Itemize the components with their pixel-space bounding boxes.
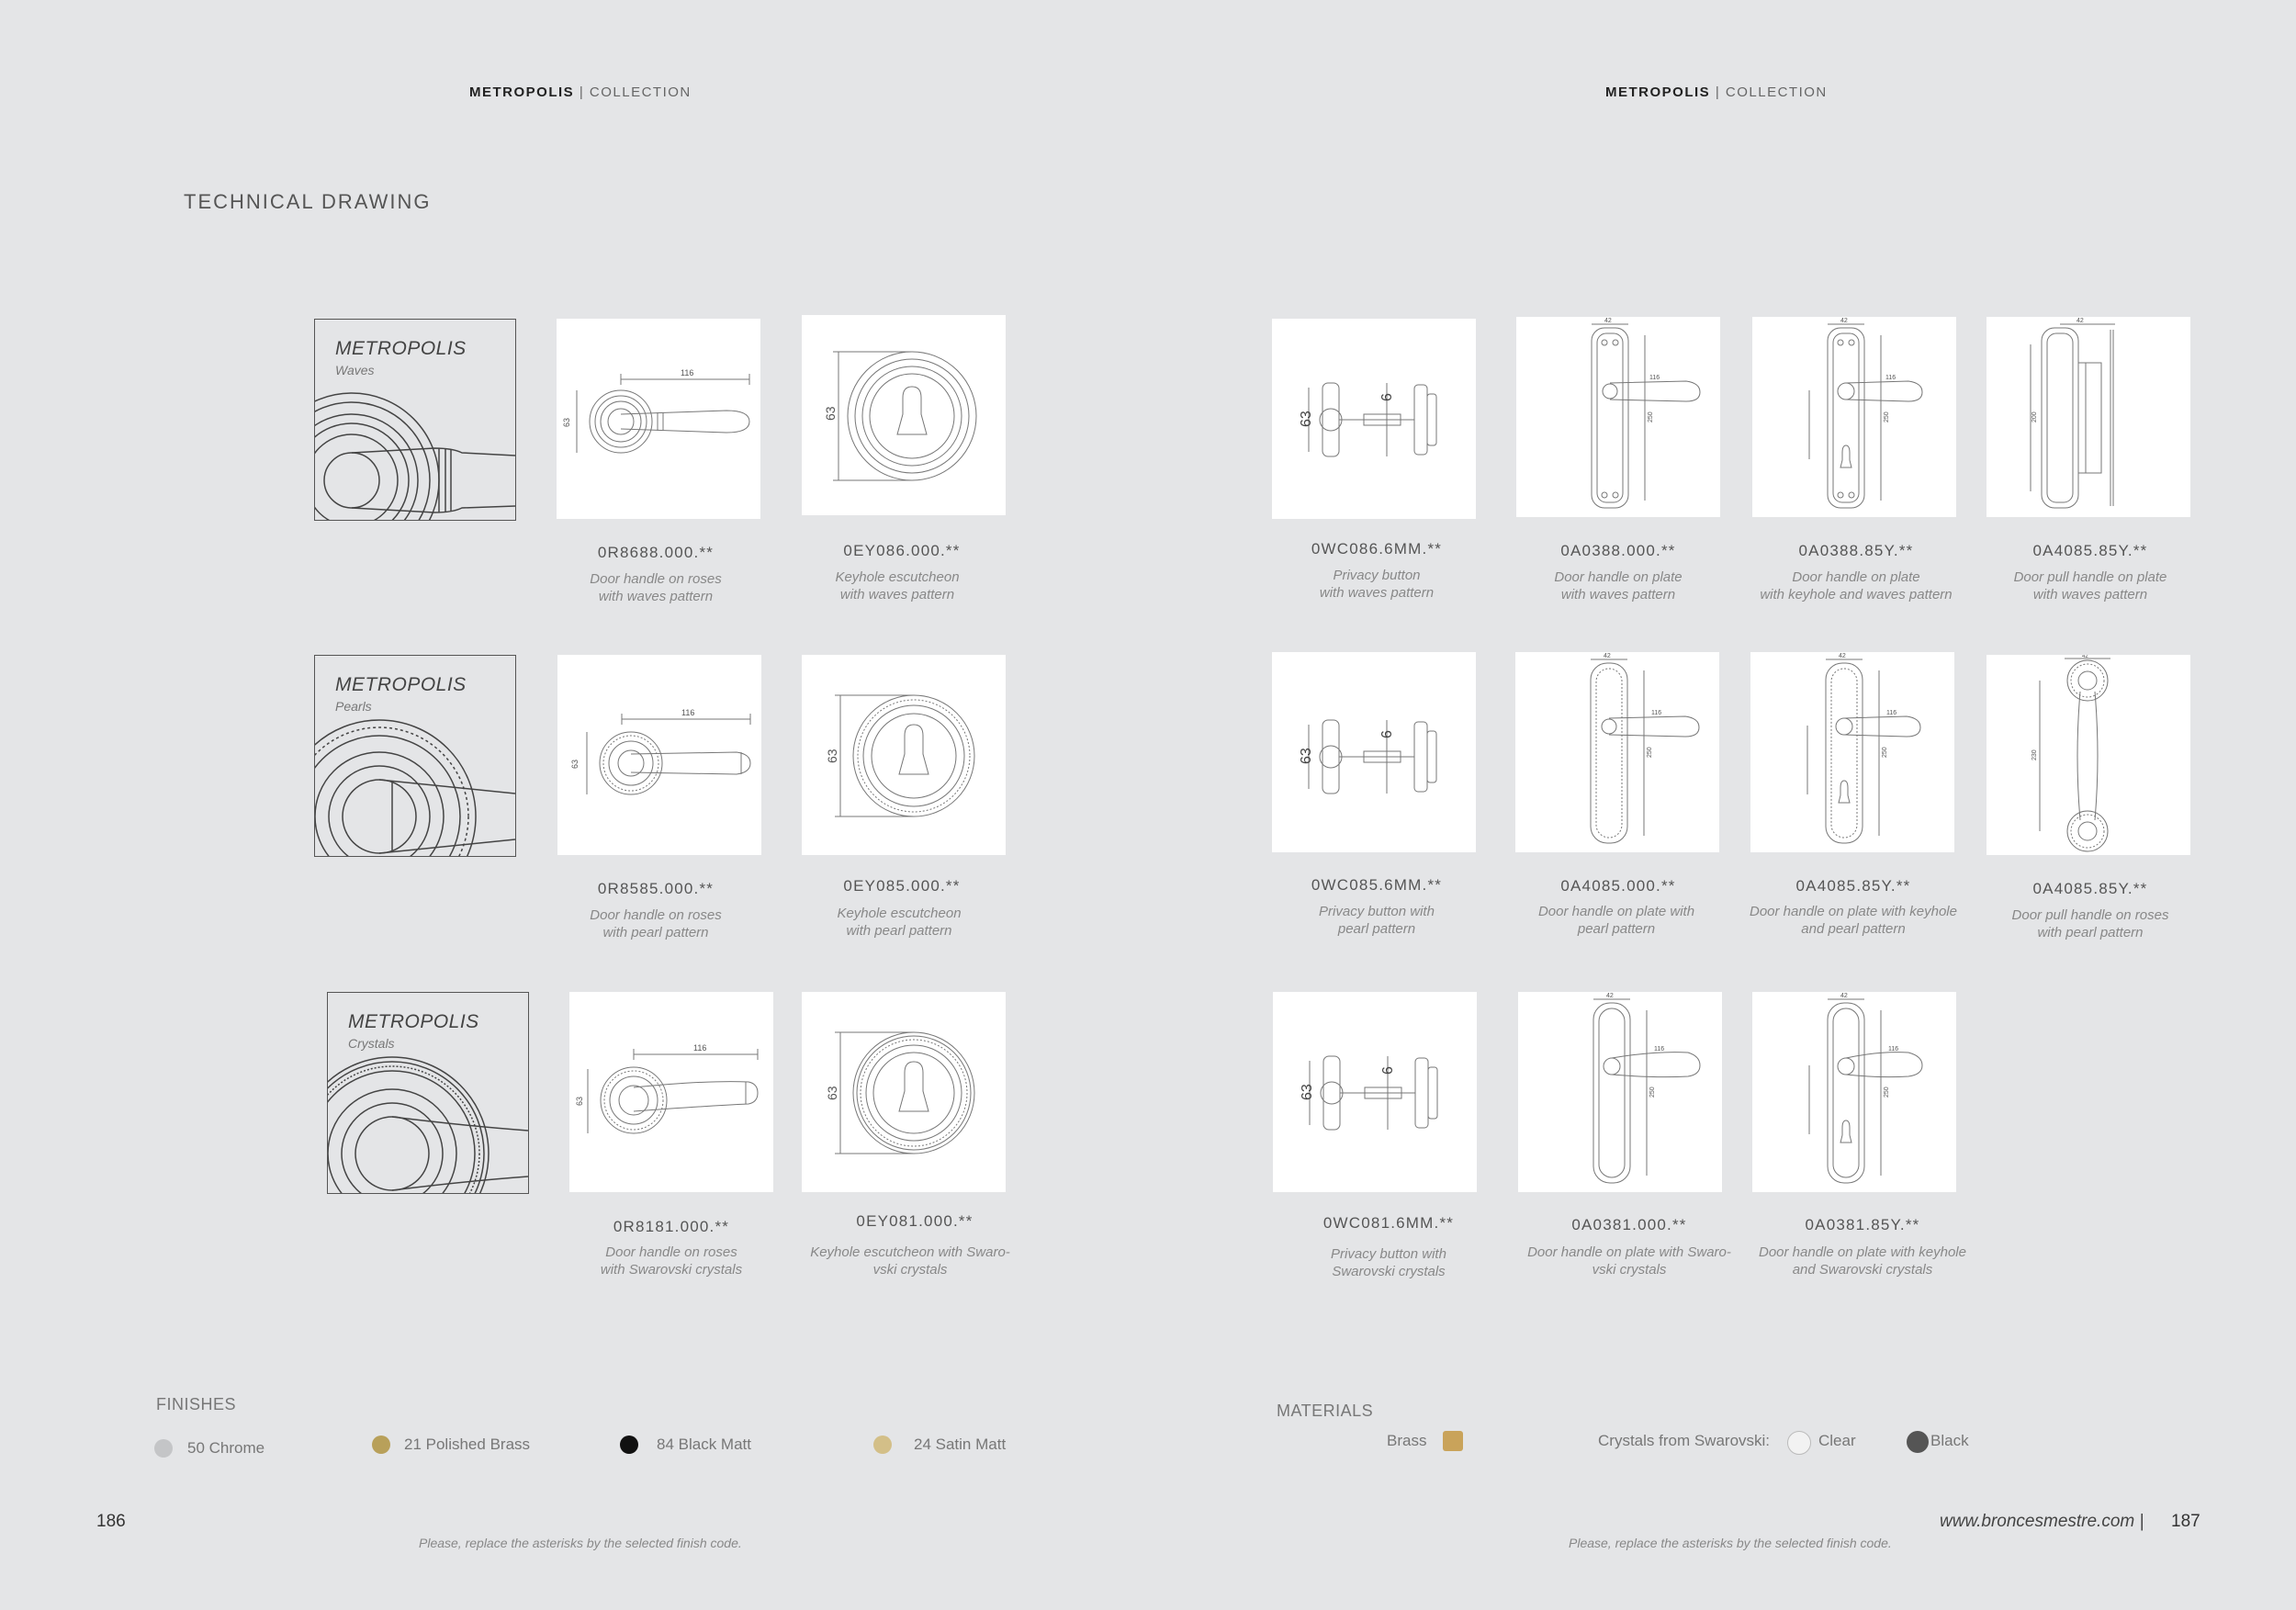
- polished-brass-swatch-icon: [372, 1435, 390, 1454]
- page-number-right: 187: [2171, 1512, 2200, 1531]
- dimension-label: 116: [1649, 375, 1660, 381]
- dimension-label: 42: [1604, 318, 1612, 324]
- dimension-label: 63: [1299, 748, 1314, 764]
- dimension-label: 6: [1379, 730, 1395, 738]
- keyhole-escutcheon-drawing: [802, 992, 1006, 1192]
- product-description: Door handle on roses with pearl pattern: [590, 907, 722, 940]
- product-description: Door handle on roses with waves pattern: [590, 571, 722, 604]
- page-number-left: 186: [96, 1512, 126, 1531]
- section-title: TECHNICAL DRAWING: [184, 190, 432, 213]
- collection-subtitle: Waves: [335, 363, 375, 377]
- product-code: 0R8585.000.**: [597, 880, 715, 897]
- drawing-keyhole-escutcheon-pearls[interactable]: [802, 655, 1006, 855]
- collection-name: METROPOLIS: [335, 338, 467, 359]
- drawing-privacy-button-crystals[interactable]: [1273, 992, 1477, 1192]
- dimension-label: 42: [2082, 655, 2088, 659]
- crystal-black-label: Black: [1930, 1432, 1969, 1449]
- drawing-door-pull-handle-plate-waves[interactable]: [1986, 317, 2190, 517]
- privacy-button-drawing: [1272, 652, 1476, 852]
- drawing-door-handle-plate-keyhole-crystals[interactable]: [1752, 992, 1956, 1192]
- header-collection: COLLECTION: [1725, 84, 1828, 100]
- door-handle-plate-drawing: [1518, 992, 1722, 1192]
- dimension-label: 250: [1647, 747, 1653, 758]
- dimension-label: 116: [681, 368, 694, 377]
- material-brass-label: Brass: [1387, 1432, 1427, 1449]
- product-code: 0EY085.000.**: [843, 877, 961, 895]
- dimension-label: 200: [2032, 411, 2038, 422]
- dimension-label: 63: [570, 759, 580, 769]
- drawing-door-handle-plate-waves[interactable]: [1516, 317, 1720, 517]
- dimension-label: 250: [1882, 747, 1888, 758]
- product-code: 0A4085.85Y.**: [2032, 880, 2148, 897]
- door-handle-plate-keyhole-drawing: [1752, 317, 1956, 517]
- dimension-label: 230: [2032, 749, 2038, 760]
- dimension-label: 63: [1299, 411, 1314, 427]
- drawing-door-handle-plate-keyhole-pearls[interactable]: [1750, 652, 1954, 852]
- door-handle-plate-drawing: [1515, 652, 1719, 852]
- dimension-label: 42: [1606, 993, 1614, 999]
- crystal-clear-label: Clear: [1818, 1432, 1856, 1449]
- product-code: 0A0381.000.**: [1571, 1216, 1687, 1233]
- collection-name: METROPOLIS: [348, 1011, 479, 1032]
- dimension-label: 116: [1651, 710, 1662, 716]
- dimension-label: 250: [1649, 1086, 1656, 1098]
- dimension-label: 6: [1380, 1066, 1396, 1075]
- dimension-label: 42: [2077, 318, 2084, 324]
- product-description: Door handle on roses with Swarovski crystals: [600, 1244, 743, 1278]
- dimension-label: 250: [1884, 411, 1890, 422]
- product-description: Privacy button with pearl pattern: [1319, 904, 1435, 937]
- dimension-label: 116: [1654, 1046, 1665, 1053]
- dimension-label: 63: [562, 417, 571, 427]
- collection-card-waves: [314, 319, 516, 521]
- brass-texture-icon: [1443, 1431, 1463, 1451]
- product-description: Door handle on plate with keyhole and pearl pattern: [1750, 904, 1957, 937]
- product-description: Door handle on plate with waves pattern: [1554, 569, 1683, 602]
- crystals-label: Crystals from Swarovski:: [1598, 1432, 1771, 1449]
- collection-card-crystals: [327, 992, 529, 1194]
- collection-card-pearls: [314, 655, 516, 857]
- product-code: 0EY086.000.**: [843, 542, 961, 559]
- dimension-label: 42: [1840, 993, 1848, 999]
- door-handle-rose-drawing: [557, 655, 761, 855]
- dimension-label: 63: [575, 1096, 584, 1106]
- drawing-door-handle-roses-waves[interactable]: [557, 319, 760, 519]
- materials-title: MATERIALS: [1277, 1402, 1374, 1420]
- privacy-button-drawing: [1272, 319, 1476, 519]
- header-collection: COLLECTION: [589, 84, 692, 100]
- dimension-label: 42: [1604, 653, 1611, 659]
- drawing-door-handle-roses-pearls[interactable]: [557, 655, 761, 855]
- product-code: 0A0388.85Y.**: [1798, 542, 1914, 559]
- product-code: 0WC081.6MM.**: [1322, 1214, 1455, 1232]
- finishes-title: FINISHES: [156, 1395, 237, 1413]
- header-separator: |: [1710, 84, 1726, 100]
- black-crystal-icon: [1907, 1431, 1929, 1453]
- product-code: 0R8688.000.**: [597, 544, 715, 561]
- privacy-button-drawing: [1273, 992, 1477, 1192]
- page-header-left: [469, 84, 692, 100]
- footer-note-right: Please, replace the asterisks by the selected finish code.: [1569, 1536, 1892, 1550]
- product-code: 0A4085.000.**: [1560, 877, 1676, 895]
- product-description: Keyhole escutcheon with Swaro- vski crystals: [810, 1244, 1010, 1278]
- product-code: 0WC085.6MM.**: [1311, 876, 1443, 894]
- page-header-right: [1605, 84, 1828, 100]
- dimension-label: 63: [825, 749, 839, 763]
- drawing-keyhole-escutcheon-crystals[interactable]: [802, 992, 1006, 1192]
- drawing-door-handle-plate-pearls[interactable]: [1515, 652, 1719, 852]
- product-code: 0WC086.6MM.**: [1311, 540, 1443, 557]
- product-description: Door handle on plate with keyhole and waves pattern: [1760, 569, 1953, 602]
- finish-label: 24 Satin Matt: [914, 1435, 1007, 1453]
- product-description: Door handle on plate with pearl pattern: [1537, 904, 1695, 937]
- product-description: Door handle on plate with Swaro- vski crystals: [1527, 1244, 1731, 1278]
- door-handle-plate-keyhole-drawing: [1750, 652, 1954, 852]
- product-description: Door handle on plate with keyhole and Swarovski crystals: [1759, 1244, 1966, 1278]
- dimension-label: 63: [1300, 1084, 1315, 1100]
- product-code: 0A0388.000.**: [1560, 542, 1676, 559]
- drawing-door-handle-roses-crystals[interactable]: [569, 992, 773, 1192]
- product-description: Keyhole escutcheon with pearl pattern: [837, 906, 962, 939]
- product-code: 0A0381.85Y.**: [1805, 1216, 1920, 1233]
- collection-subtitle: Pearls: [335, 699, 372, 714]
- clear-crystal-icon: [1787, 1431, 1811, 1455]
- dimension-label: 42: [1840, 318, 1848, 324]
- dimension-label: 63: [823, 406, 838, 421]
- website-link[interactable]: www.broncesmestre.com |: [1940, 1512, 2144, 1531]
- keyhole-escutcheon-drawing: [802, 655, 1006, 855]
- dimension-label: 63: [825, 1086, 839, 1100]
- door-pull-handle-drawing: [1986, 317, 2190, 517]
- drawing-door-handle-plate-crystals[interactable]: [1518, 992, 1722, 1192]
- product-code: 0A4085.85Y.**: [1795, 877, 1911, 895]
- header-brand: METROPOLIS: [469, 84, 575, 100]
- door-handle-rose-drawing: [569, 992, 773, 1192]
- product-code: 0R8181.000.**: [613, 1218, 730, 1235]
- product-description: Privacy button with waves pattern: [1319, 568, 1435, 601]
- header-separator: |: [574, 84, 590, 100]
- product-description: Privacy button with Swarovski crystals: [1331, 1246, 1446, 1279]
- header-brand: METROPOLIS: [1605, 84, 1711, 100]
- drawing-door-handle-plate-keyhole-waves[interactable]: [1752, 317, 1956, 517]
- dimension-label: 250: [1648, 411, 1654, 422]
- dimension-label: 116: [1885, 375, 1896, 381]
- collection-name: METROPOLIS: [335, 674, 467, 695]
- drawing-privacy-button-pearls[interactable]: [1272, 652, 1476, 852]
- product-description: Keyhole escutcheon with waves pattern: [835, 569, 960, 602]
- finish-label: 50 Chrome: [187, 1439, 265, 1457]
- satin-matt-swatch-icon: [873, 1435, 892, 1454]
- dimension-label: 42: [1839, 653, 1846, 659]
- drawing-door-pull-handle-roses-pearls[interactable]: [1986, 655, 2190, 855]
- drawing-privacy-button-waves[interactable]: [1272, 319, 1476, 519]
- keyhole-escutcheon-drawing: [802, 315, 1006, 515]
- dimension-label: 116: [1888, 1046, 1899, 1053]
- dimension-label: 6: [1379, 393, 1395, 401]
- drawing-keyhole-escutcheon-waves[interactable]: [802, 315, 1006, 515]
- product-code: 0A4085.85Y.**: [2032, 542, 2148, 559]
- collection-subtitle: Crystals: [348, 1036, 395, 1051]
- product-code: 0EY081.000.**: [856, 1212, 974, 1230]
- dimension-label: 116: [1886, 710, 1897, 716]
- finish-label: 84 Black Matt: [657, 1435, 751, 1453]
- door-pull-handle-drawing: [1986, 655, 2190, 855]
- door-handle-plate-keyhole-drawing: [1752, 992, 1956, 1192]
- dimension-label: 116: [681, 708, 695, 717]
- finish-label: 21 Polished Brass: [404, 1435, 531, 1453]
- dimension-label: 250: [1884, 1086, 1890, 1098]
- door-handle-rose-drawing: [557, 319, 760, 519]
- dimension-label: 116: [693, 1043, 707, 1053]
- door-handle-plate-drawing: [1516, 317, 1720, 517]
- black-matt-swatch-icon: [620, 1435, 638, 1454]
- footer-note-left: Please, replace the asterisks by the selected finish code.: [419, 1536, 742, 1550]
- product-description: Door pull handle on roses with pearl pattern: [2011, 907, 2169, 940]
- chrome-swatch-icon: [154, 1439, 173, 1458]
- product-description: Door pull handle on plate with waves pattern: [2013, 569, 2167, 602]
